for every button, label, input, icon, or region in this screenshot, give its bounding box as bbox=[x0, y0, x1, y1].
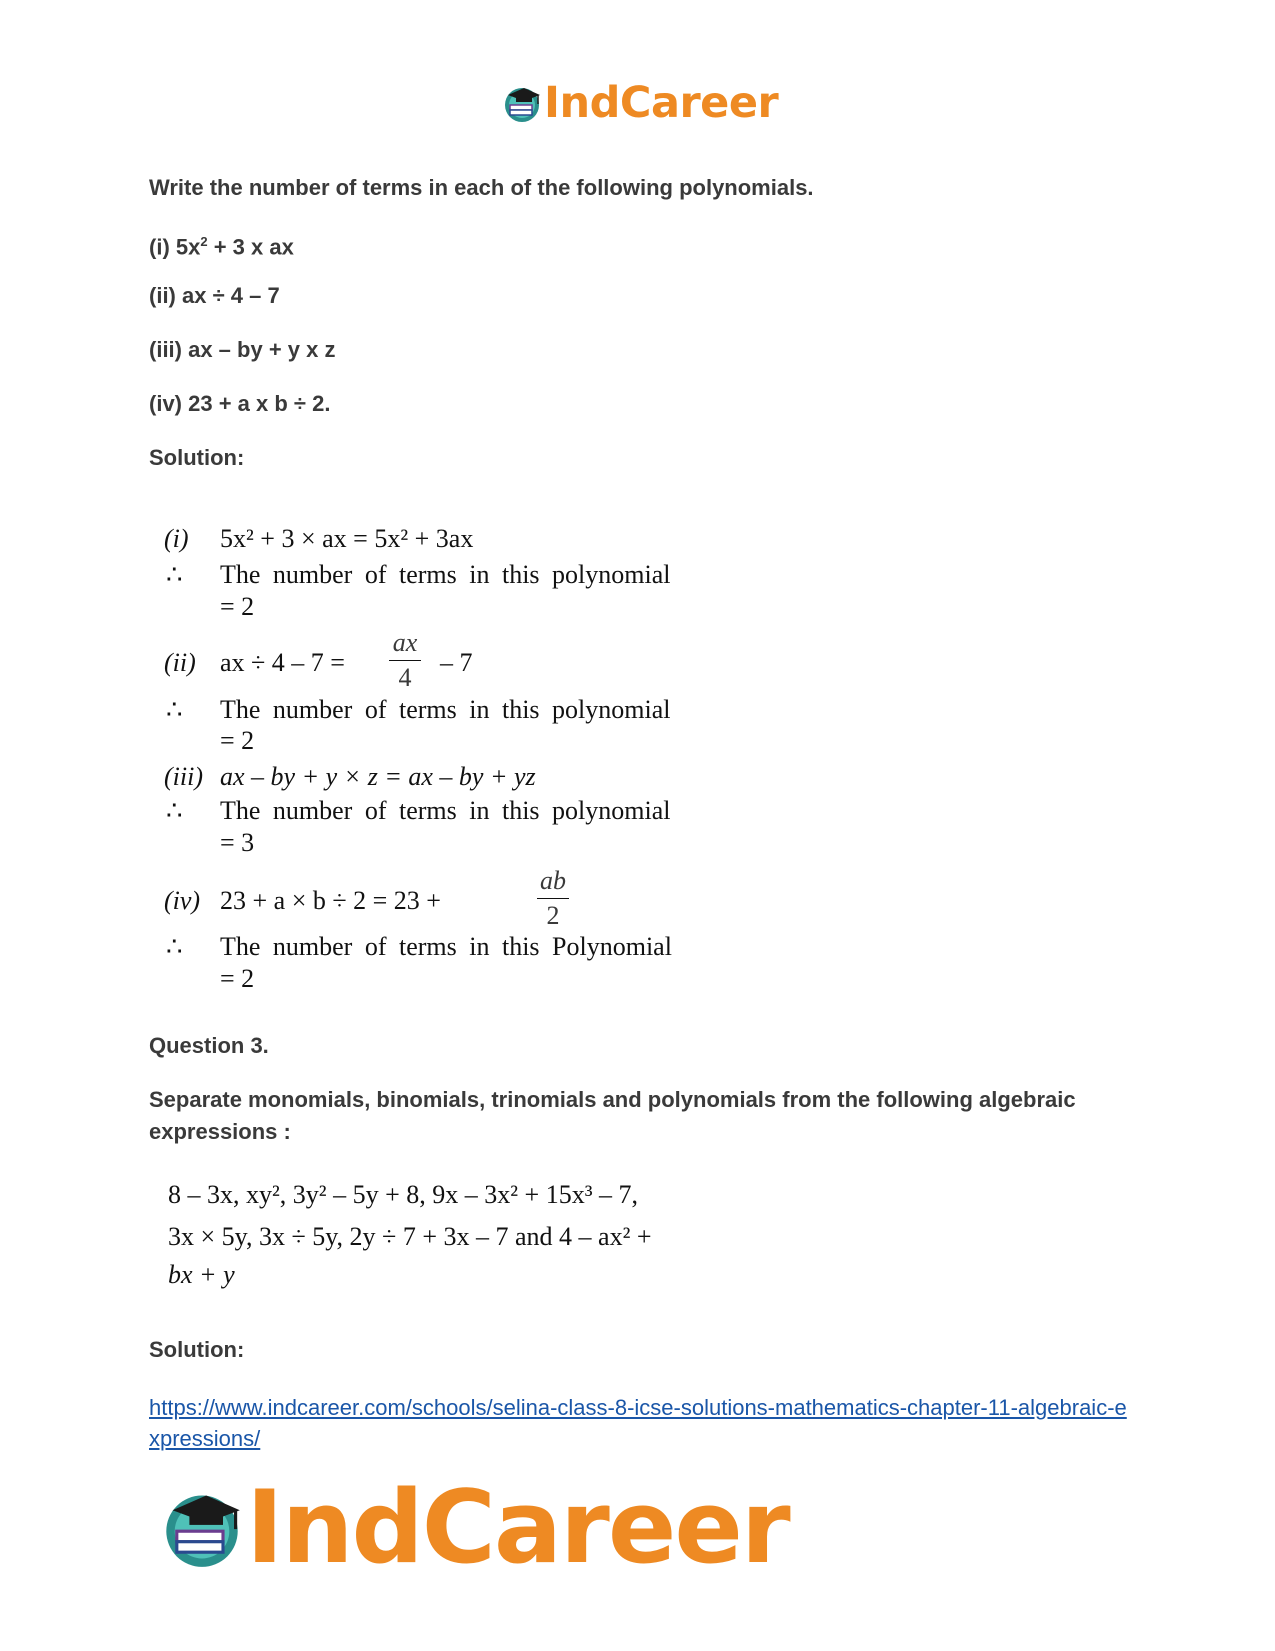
therefore-symbol: ∴ bbox=[166, 932, 183, 961]
fraction-numerator: ax bbox=[392, 628, 418, 657]
solution-iii-label: (iii) bbox=[164, 762, 203, 791]
question-item-ii: (ii) ax ÷ 4 – 7 bbox=[149, 283, 280, 308]
question3-expressions-line2: 3x × 5y, 3x ÷ 5y, 2y ÷ 7 + 3x – 7 and 4 – ax² + bbox=[168, 1222, 652, 1251]
solution-ii-result: = 2 bbox=[220, 726, 255, 755]
brand-wordmark: IndCareer bbox=[544, 78, 779, 128]
question3-expressions-line3: bx + y bbox=[168, 1260, 235, 1289]
solution-iv-label: (iv) bbox=[164, 886, 201, 915]
footer-source-link[interactable]: https://www.indcareer.com/schools/selina-class-8-icse-solutions-mathematics-chapter-11-algebraic-expressions/ bbox=[149, 1395, 1127, 1451]
solution-i-terms-text: The number of terms in this polynomial bbox=[220, 560, 671, 589]
fraction-numerator: ab bbox=[540, 866, 566, 895]
fraction-bar bbox=[389, 660, 421, 661]
graduation-cap-book-globe-icon bbox=[160, 1485, 244, 1569]
solution-iv-fraction bbox=[537, 866, 569, 931]
fraction-denominator: 2 bbox=[546, 901, 560, 930]
header-logo bbox=[502, 78, 778, 128]
solution-iv-lhs: 23 + a × b ÷ 2 = 23 + bbox=[220, 886, 441, 915]
question-item-iv: (iv) 23 + a x b ÷ 2. bbox=[149, 391, 331, 416]
solution-i-result: = 2 bbox=[220, 592, 255, 621]
question-item-i: (i) $5x^2 + 3$ x ax bbox=[149, 234, 294, 260]
solution-ii-lhs: ax ÷ 4 – 7 = bbox=[220, 648, 345, 677]
solution-i-label: (i) bbox=[164, 524, 189, 553]
question3-prompt-line2: expressions : bbox=[149, 1119, 291, 1144]
fraction-bar bbox=[537, 898, 569, 899]
therefore-symbol: ∴ bbox=[166, 560, 183, 589]
solution-iv-terms-text: The number of terms in this Polynomial bbox=[220, 932, 672, 961]
solution-iii-terms-text: The number of terms in this polynomial bbox=[220, 796, 671, 825]
question3-title: Question 3. bbox=[149, 1033, 269, 1058]
therefore-symbol: ∴ bbox=[166, 796, 183, 825]
question3-expressions-line1: 8 – 3x, xy², 3y² – 5y + 8, 9x – 3x² + 15x³ – 7, bbox=[168, 1180, 639, 1209]
question3-prompt-line1: Separate monomials, binomials, trinomials and polynomials from the following algebraic bbox=[149, 1087, 1076, 1112]
solution-iii-result: = 3 bbox=[220, 828, 255, 857]
solution-ii-label: (ii) bbox=[164, 648, 196, 677]
solution-label: Solution: bbox=[149, 445, 245, 470]
question-item-iii: (iii) ax – by + y x z bbox=[149, 337, 336, 362]
fraction-denominator: 4 bbox=[398, 663, 412, 692]
graduation-cap-book-globe-icon bbox=[502, 83, 542, 123]
solution-ii-rhs: – 7 bbox=[440, 648, 473, 677]
brand-wordmark: IndCareer bbox=[246, 1468, 789, 1586]
solution-ii-terms-text: The number of terms in this polynomial bbox=[220, 695, 671, 724]
therefore-symbol: ∴ bbox=[166, 695, 183, 724]
solution-ii-fraction bbox=[389, 628, 421, 693]
question3-solution-label: Solution: bbox=[149, 1337, 245, 1362]
solution-i-expression: 5x² + 3 × ax = 5x² + 3ax bbox=[220, 524, 474, 553]
solution-iii-expression: ax – by + y × z = ax – by + yz bbox=[220, 762, 536, 791]
solution-iv-result: = 2 bbox=[220, 964, 255, 993]
footer-logo bbox=[160, 1468, 789, 1586]
question-prompt: Write the number of terms in each of the following polynomials. bbox=[149, 175, 814, 200]
